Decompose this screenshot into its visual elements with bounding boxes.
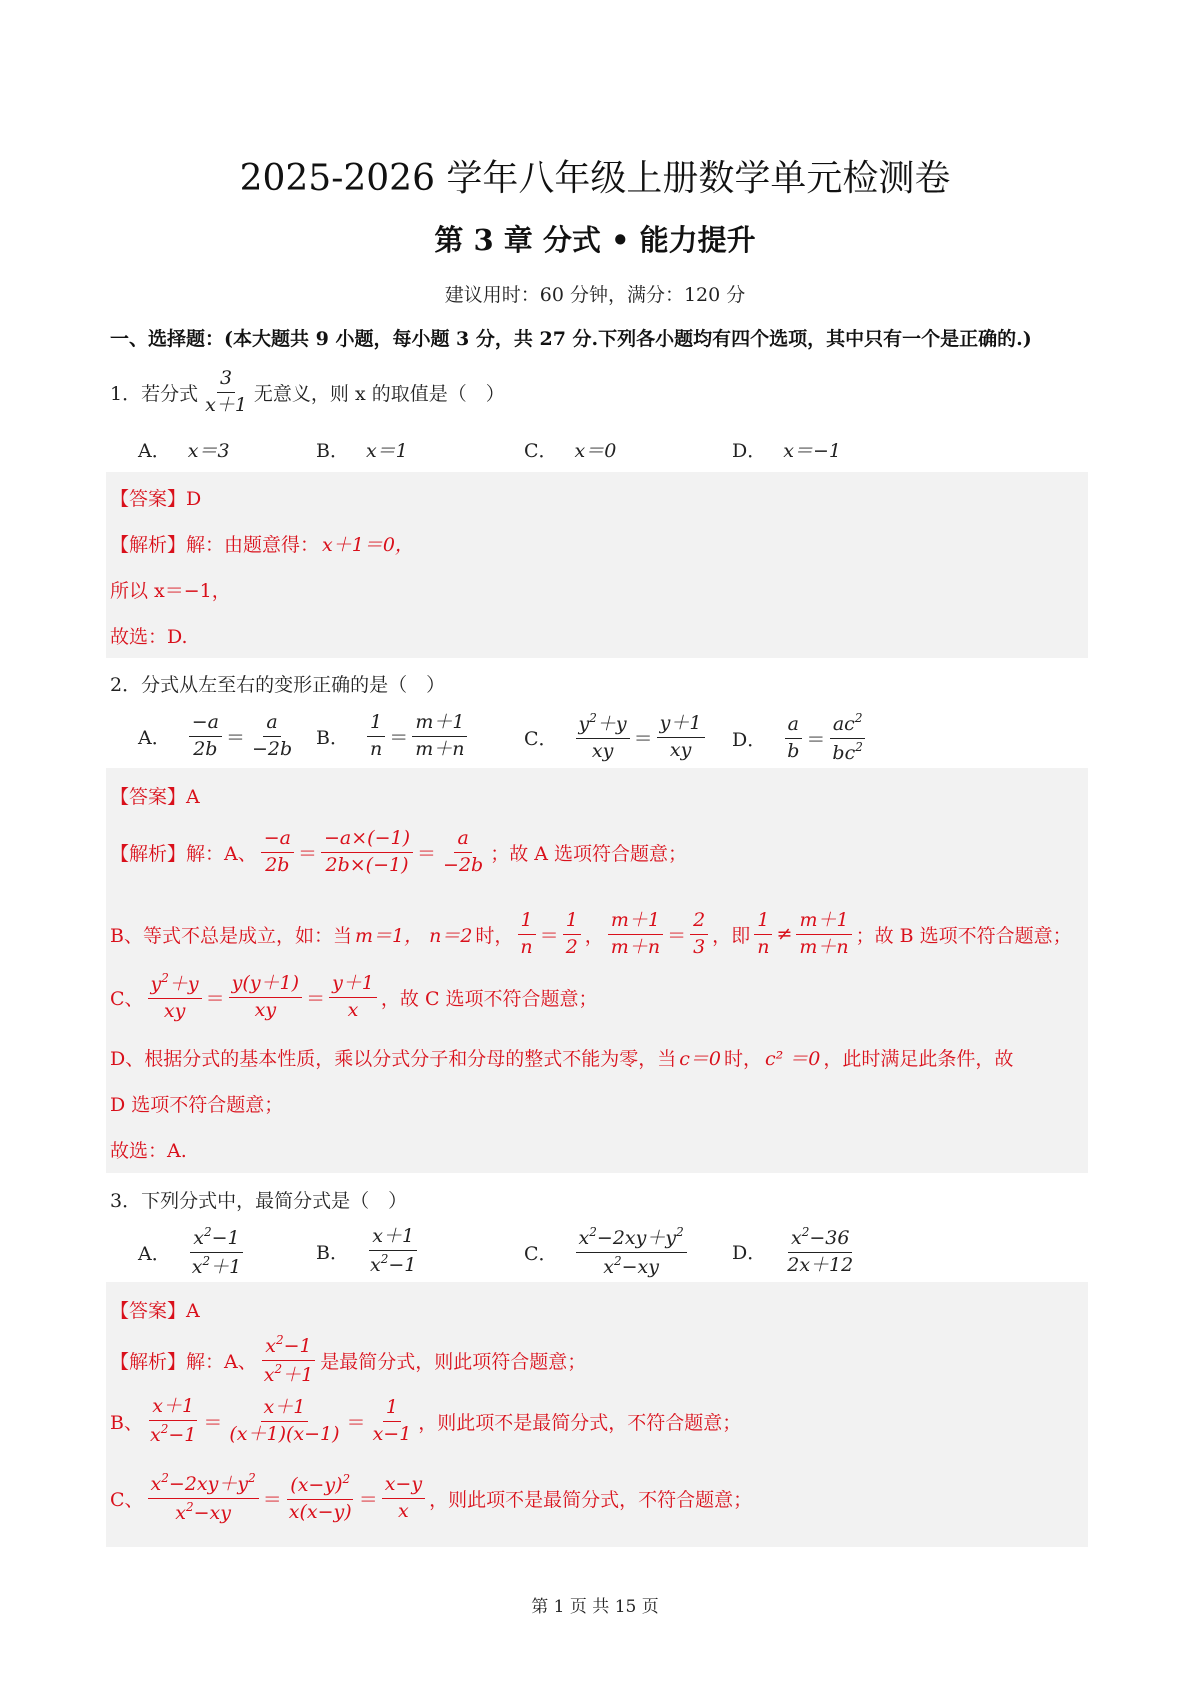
option-a: A． $\frac{-a}{2b}$ ＝ $\frac{a}{-2b}$ xyxy=(138,711,293,760)
chapter-subtitle: 第 3 章 分式 • 能力提升 xyxy=(434,223,756,257)
answer-block-1 xyxy=(106,472,1088,658)
analysis-line: B、 $\frac{x+1}{x^2-1}$ ＝ $\frac{x+1}{(x+1)(x-1)}$ ＝ $\frac{1}{x-1}$ ，则此项不是最简分式，不符合题意； xyxy=(110,1395,742,1446)
question-1 xyxy=(110,368,505,417)
document-title: 2025-2026 学年八年级上册数学单元检测卷 xyxy=(239,158,951,199)
option-c: C． x＝0 xyxy=(524,440,617,462)
fraction: $\frac{3}{x+1}$ xyxy=(205,367,247,416)
option-d: D． x＝−1 xyxy=(732,440,841,462)
analysis-line: 所以 x＝−1， xyxy=(110,580,231,602)
question-3 xyxy=(110,1186,407,1213)
time-score-info: 建议用时：60 分钟，满分：120 分 xyxy=(444,284,746,306)
question-text: 若分式 xyxy=(141,382,199,405)
option-d: D． $\frac{a}{b}$ ＝ $\frac{ac^2}{bc^2}$ xyxy=(732,712,870,765)
option-c: C． $\frac{x^2-2xy+y^2}{x^2-xy}$ xyxy=(524,1226,691,1279)
analysis-line: C、 $\frac{x^2-2xy+y^2}{x^2-xy}$ ＝ $\frac{(x-y)^2}{x(x-y)}$ ＝ $\frac{x-y}{x}$ ，则此项不是最简分式，不符合题意； xyxy=(110,1471,753,1524)
answer-line: 【答案】D xyxy=(110,488,202,510)
option-b: B． $\frac{x+1}{x^2-1}$ xyxy=(316,1225,417,1276)
analysis-line: 【解析】解：A、 $\frac{-a}{2b}$ ＝ $\frac{-a\times(-1)}{2b\times(-1)}$ ＝ $\frac{a}{-2b}$ ；故 A 选项符合题意； xyxy=(110,827,688,876)
question-number: 2． xyxy=(110,674,142,696)
analysis-line: D 选项不符合题意； xyxy=(110,1094,284,1116)
answer-line: 【答案】A xyxy=(110,1300,200,1322)
question-text: 下列分式中，最简分式是（ ） xyxy=(141,1190,408,1212)
option-d: D． $\frac{x^2-36}{2x+12}$ xyxy=(732,1225,854,1276)
conclusion-line: 故选：A. xyxy=(110,1140,187,1162)
question-text: 无意义，则 x 的取值是（ ） xyxy=(253,382,505,405)
option-a: A． x＝3 xyxy=(138,440,230,462)
answer-line: 【答案】A xyxy=(110,786,200,808)
option-a: A． $\frac{x^2-1}{x^2+1}$ xyxy=(138,1225,242,1278)
section-heading: 一、选择题：(本大题共 9 小题，每小题 3 分，共 27 分.下列各小题均有四个选项，其中只有一个是正确的.) xyxy=(110,328,1032,350)
analysis-line: C、 $\frac{y^2+y}{xy}$ ＝ $\frac{y(y+1)}{xy}$ ＝ $\frac{y+1}{x}$ ，故 C 选项不符合题意； xyxy=(110,971,598,1022)
answer-block-2 xyxy=(106,768,1088,1173)
option-c: C． $\frac{y^2+y}{xy}$ ＝ $\frac{y+1}{xy}$ xyxy=(524,712,709,763)
option-b: B． $\frac{1}{n}$ ＝ $\frac{m+1}{m+n}$ xyxy=(316,712,472,761)
analysis-line: B、等式不总是成立，如：当 m＝1， n＝2 时， $\frac{1}{n}$ ＝ $\frac{1}{2}$ ， $\frac{m+1}{m+n}$ ＝ $\frac{2}{3}$ ， 即 $\frac{1}{n}$ ≠ $\frac{m+1}{m+n}$ ；故 B 选项不符合题意； xyxy=(110,909,1072,958)
question-text: 分式从左至右的变形正确的是（ ） xyxy=(141,674,446,696)
analysis-line: D、根据分式的基本性质，乘以分式分子和分母的整式不能为零，当 c＝0 时， c² ＝0 ，此时满足此条件，故 xyxy=(110,1048,1014,1070)
analysis-line: 【解析】解：A、 $\frac{x^2-1}{x^2+1}$ 是最简分式，则此项符合题意； xyxy=(110,1333,587,1386)
analysis-line: 【解析】解：由题意得： x＋1＝0， xyxy=(110,534,414,556)
question-2 xyxy=(110,670,445,697)
option-b: B． x＝1 xyxy=(316,440,408,462)
question-number: 3． xyxy=(110,1190,142,1212)
answer-block-3 xyxy=(106,1282,1088,1547)
page-footer: 第 1 页 共 15 页 xyxy=(531,1597,659,1617)
conclusion-line: 故选：D. xyxy=(110,626,188,648)
question-number: 1． xyxy=(110,382,142,405)
